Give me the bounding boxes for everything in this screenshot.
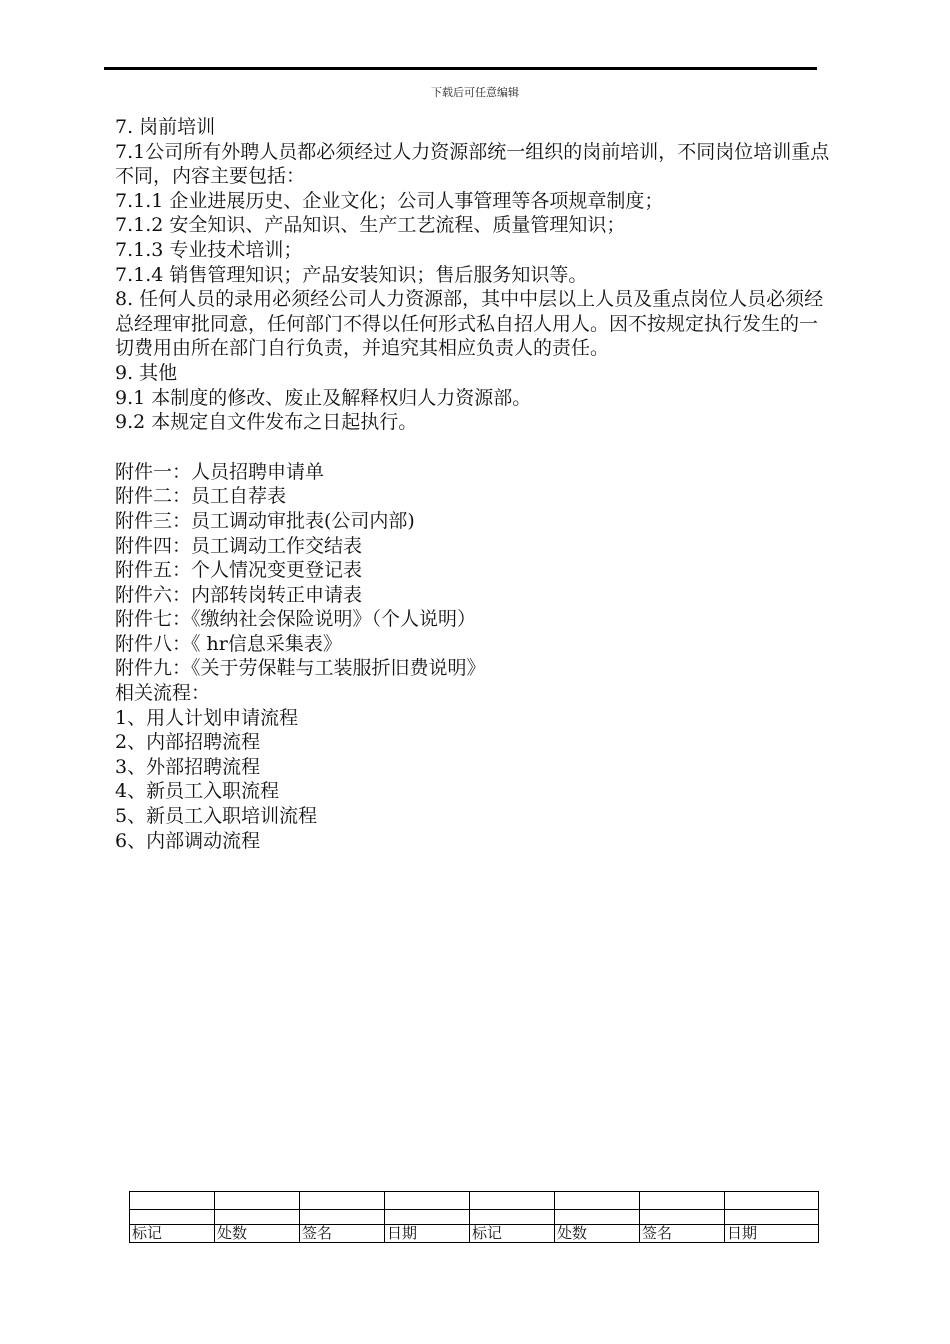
attachment-item: 附件五：个人情况变更登记表 — [115, 559, 363, 582]
table-row — [130, 1210, 819, 1225]
mark-label: 标记 — [470, 1225, 555, 1243]
attachment-item: 附件九：《关于劳保鞋与工装服折旧费说明》 — [115, 657, 486, 680]
table-cell — [555, 1192, 640, 1210]
process-heading: 相关流程： — [115, 682, 211, 705]
table-cell — [470, 1210, 555, 1225]
table-cell — [385, 1210, 470, 1225]
paragraph-9-2: 9.2 本规定自文件发布之日起执行。 — [115, 411, 418, 434]
table-cell — [555, 1210, 640, 1225]
table-cell — [640, 1192, 725, 1210]
paragraph-7-1: 7.1公司所有外聘人员都必须经过人力资源部统一组织的岗前培训，不同岗位培训重点不同，内容主要包括： — [115, 140, 830, 188]
table-cell — [725, 1210, 819, 1225]
table-cell — [470, 1192, 555, 1210]
process-item: 1、用人计划申请流程 — [115, 706, 299, 729]
section-heading-9: 9. 其他 — [115, 361, 178, 384]
table-cell — [300, 1210, 385, 1225]
table-cell — [130, 1210, 215, 1225]
paragraph-7-1-4: 7.1.4 销售管理知识；产品安装知识；售后服务知识等。 — [115, 263, 588, 286]
header-note: 下载后可任意编辑 — [431, 86, 519, 99]
section-heading-7: 7. 岗前培训 — [115, 116, 216, 138]
date-label: 日期 — [385, 1225, 470, 1243]
table-cell — [725, 1192, 819, 1210]
header-rule — [104, 67, 817, 70]
paragraph-7-1-2: 7.1.2 安全知识、产品知识、生产工艺流程、质量管理知识； — [115, 214, 626, 237]
table-cell — [215, 1210, 300, 1225]
blank-line — [115, 435, 830, 460]
table-cell — [215, 1192, 300, 1210]
table-label-row — [130, 1225, 819, 1243]
attachment-item: 附件六：内部转岗转正申请表 — [115, 583, 363, 606]
count-label: 处数 — [215, 1225, 300, 1243]
table-row — [130, 1192, 819, 1210]
attachment-item: 附件一：人员招聘申请单 — [115, 460, 325, 483]
attachment-item: 附件七：《缴纳社会保险说明》（个人说明） — [115, 608, 477, 631]
signature-label: 签名 — [300, 1225, 385, 1243]
attachment-item: 附件四：员工调动工作交结表 — [115, 534, 363, 557]
paragraph-7-1-1: 7.1.1 企业进展历史、企业文化；公司人事管理等各项规章制度； — [115, 189, 664, 212]
process-item: 5、新员工入职培训流程 — [115, 805, 318, 828]
table-cell — [300, 1192, 385, 1210]
date-label: 日期 — [725, 1225, 819, 1243]
paragraph-7-1-3: 7.1.3 专业技术培训； — [115, 238, 303, 261]
process-item: 4、新员工入职流程 — [115, 780, 280, 803]
paragraph-9-1: 9.1 本制度的修改、废止及解释权归人力资源部。 — [115, 386, 532, 409]
revision-sign-table — [129, 1191, 819, 1243]
attachment-item: 附件三：员工调动审批表(公司内部) — [115, 509, 415, 532]
process-item: 2、内部招聘流程 — [115, 731, 261, 754]
signature-label: 签名 — [640, 1225, 725, 1243]
table-cell — [640, 1210, 725, 1225]
attachment-item: 附件八：《 hr信息采集表》 — [115, 632, 342, 655]
count-label: 处数 — [555, 1225, 640, 1243]
table-cell — [130, 1192, 215, 1210]
document-body — [115, 115, 830, 853]
process-item: 3、外部招聘流程 — [115, 755, 261, 778]
paragraph-8: 8. 任何人员的录用必须经公司人力资源部，其中中层以上人员及重点岗位人员必须经总经理审批同意，任何部门不得以任何形式私自招人用人。因不按规定执行发生的一切费用由所在部门自行负责，并追究其相应负责人的责任。 — [115, 288, 824, 360]
attachment-item: 附件二：员工自荐表 — [115, 485, 287, 508]
mark-label: 标记 — [130, 1225, 215, 1243]
table-cell — [385, 1192, 470, 1210]
process-item: 6、内部调动流程 — [115, 829, 261, 852]
